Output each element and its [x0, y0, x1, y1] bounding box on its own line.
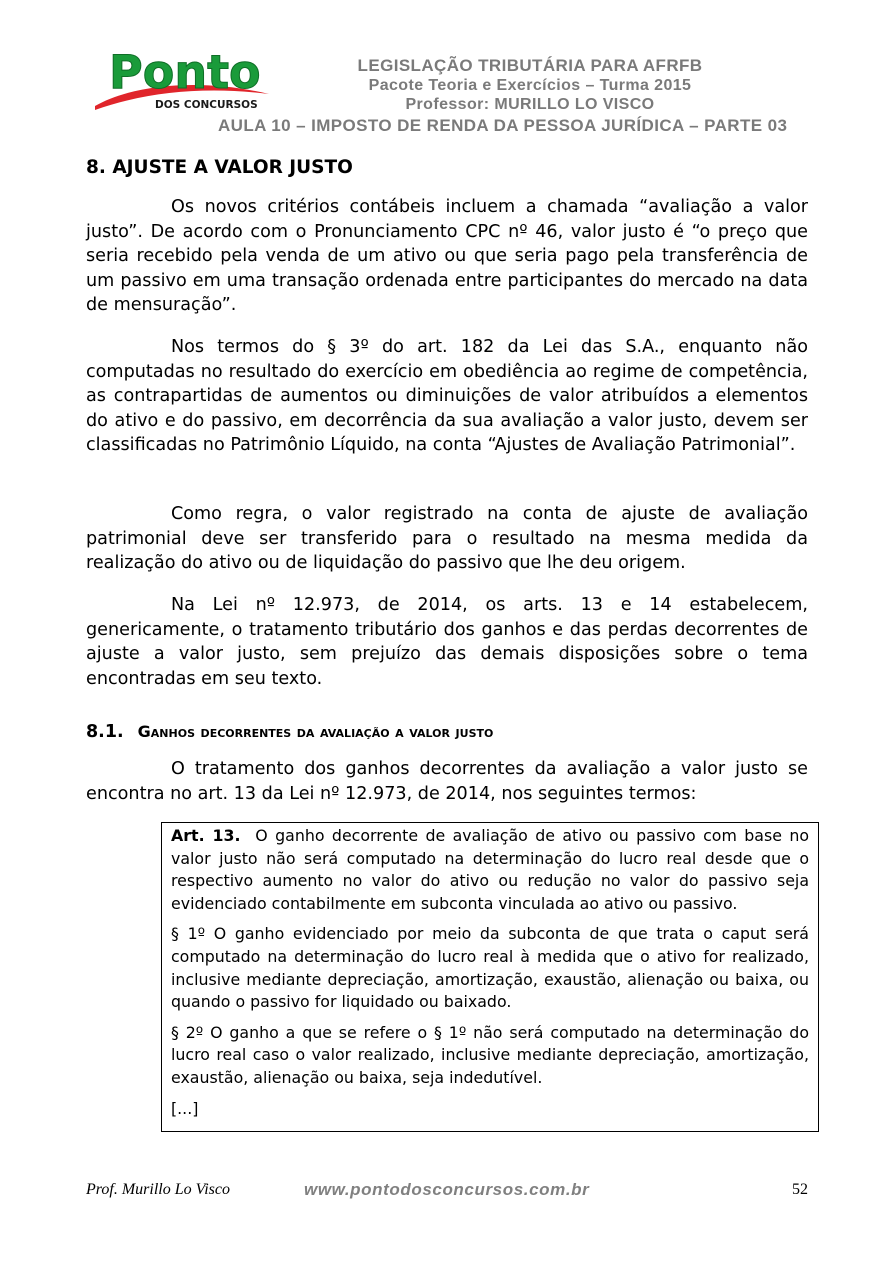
quote-ellipsis: [...] — [171, 1098, 199, 1118]
footer-author: Prof. Murillo Lo Visco — [86, 1181, 230, 1198]
paragraph-2: Nos termos do § 3º do art. 182 da Lei das S.A., enquanto não computadas no resultado do exercício em obediência ao regime de competência, as contrapartidas de aumentos ou diminuições de valor atribuídos a elementos do ativo e do passivo, em decorrência da sua avaliação a valor justo, devem ser classificadas no Patrimônio Líquido, na conta “Ajustes de Avaliação Patrimonial”. — [86, 337, 808, 456]
footer-website-link[interactable]: www.pontodosconcursos.com.br — [304, 1180, 590, 1199]
header-package: Pacote Teoria e Exercícios – Turma 2015 — [368, 77, 692, 94]
logo-text: Ponto — [109, 45, 261, 99]
quote-article-label: Art. 13. — [171, 826, 241, 845]
quote-article — [171, 825, 809, 915]
header-lesson: AULA 10 – IMPOSTO DE RENDA DA PESSOA JURÍDICA – PARTE 03 — [218, 116, 788, 135]
paragraph-4: Na Lei nº 12.973, de 2014, os arts. 13 e 14 estabelecem, genericamente, o tratamento tributário dos ganhos e das perdas decorrentes de ajuste a valor justo, sem prejuízo das demais disposições sobre o tema encontradas em seu texto. — [86, 595, 808, 689]
quote-article-text: O ganho decorrente de avaliação de ativo ou passivo com base no valor justo não será computado na determinação do lucro real desde que o respectivo aumento no valor do ativo ou redução no valor do passivo seja evidenciado contabilmente em subconta vinculada ao ativo ou passivo. — [171, 826, 810, 913]
ponto-dos-concursos-logo — [93, 44, 273, 120]
subsection-paragraph: O tratamento dos ganhos decorrentes da avaliação a valor justo se encontra no art. 13 da Lei nº 12.973, de 2014, nos seguintes termos: — [86, 759, 808, 804]
section-heading: 8. AJUSTE A VALOR JUSTO — [86, 157, 353, 178]
subsection-heading — [86, 722, 493, 742]
paragraph-3: Como regra, o valor registrado na conta de ajuste de avaliação patrimonial deve ser transferido para o resultado na mesma medida da realização do ativo ou de liquidação do passivo que lhe deu origem. — [86, 504, 808, 574]
law-quote-box — [161, 822, 819, 1132]
subsection-title: Ganhos decorrentes da avaliação a valor justo — [137, 722, 494, 741]
header-course-title: LEGISLAÇÃO TRIBUTÁRIA PARA AFRFB — [357, 56, 703, 75]
page-number: 52 — [792, 1181, 808, 1198]
paragraph-1: Os novos critérios contábeis incluem a chamada “avaliação a valor justo”. De acordo com o Pronunciamento CPC nº 46, valor justo é “o preço que seria recebido pela venda de um ativo ou que seria pago pela transferência de um passivo em uma transação ordenada entre participantes do mercado na data de mensuração”. — [86, 197, 808, 316]
header-professor: Professor: MURILLO LO VISCO — [405, 96, 655, 113]
quote-paragraph-2: § 2º O ganho a que se refere o § 1º não será computado na determinação do lucro real caso o valor realizado, inclusive mediante depreciação, amortização, exaustão, alienação ou baixa, seja indedutível. — [171, 1022, 809, 1087]
logo-subtitle: DOS CONCURSOS — [155, 99, 258, 111]
subsection-number: 8.1. — [86, 722, 124, 742]
quote-paragraph-1: § 1º O ganho evidenciado por meio da subconta de que trata o caput será computado na determinação do lucro real à medida que o ativo for realizado, inclusive mediante depreciação, amortização, exaustão, alienação ou baixa, ou quando o passivo for liquidado ou baixado. — [171, 924, 809, 1012]
